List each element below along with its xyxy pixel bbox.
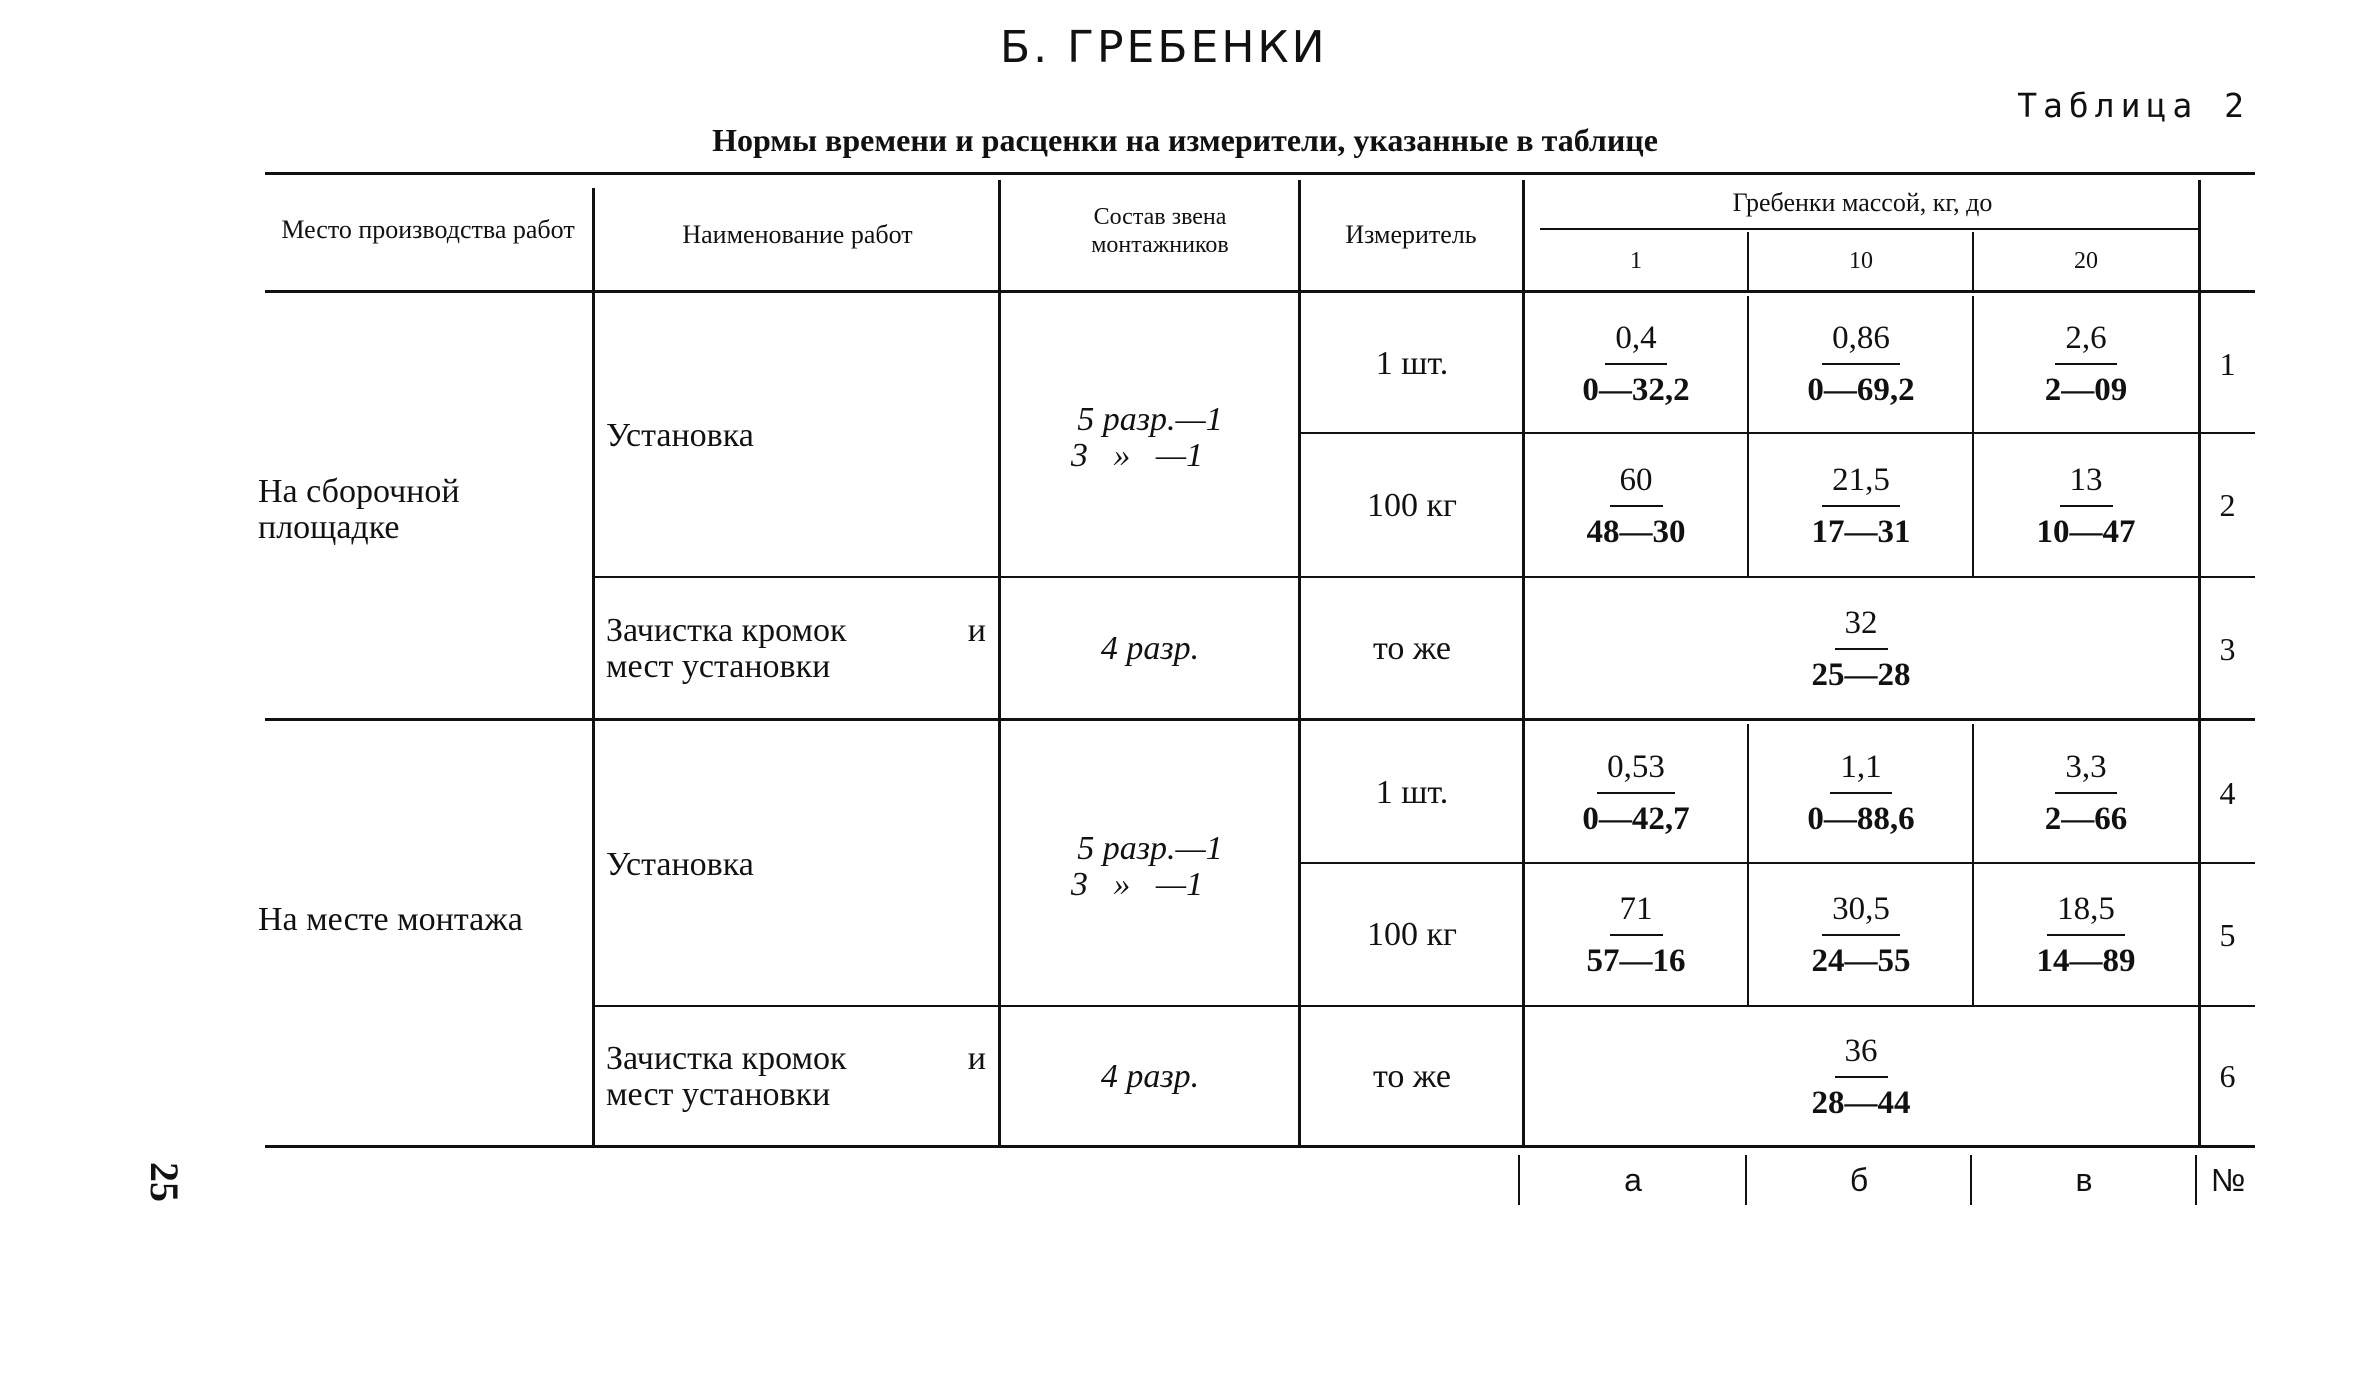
work-cleaning-2: Зачистка кромок и мест установки [606, 1039, 986, 1113]
row-number-3: 3 [2219, 630, 2236, 667]
rule-row1 [1300, 432, 2255, 434]
value-r6: $\frac{36}{28—44}$ [1811, 1032, 1911, 1121]
rule-header-bottom [265, 290, 2255, 293]
header-crew: Состав звена монтажников [1091, 204, 1229, 258]
value-r5-a: $\frac{71}{57—16}$ [1586, 891, 1686, 979]
value-r5-b: $\frac{30,5}{24—55}$ [1811, 891, 1911, 979]
header-place: Место производства работ [281, 215, 575, 244]
row-number-5: 5 [2219, 916, 2236, 953]
header-mass-1: 1 [1630, 248, 1642, 274]
place-installation-site: На месте монтажа [258, 901, 523, 938]
rule-mark-no [2195, 1155, 2197, 1205]
rule-mass-2-top [1972, 296, 1974, 576]
rule-col-crew [1298, 180, 1301, 1145]
rule-mass-2-bottom [1972, 724, 1974, 1005]
value-r4-b: $\frac{1,1}{0—88,6}$ [1807, 749, 1915, 837]
value-r1-b: $\frac{0,86}{0—69,2}$ [1807, 320, 1915, 408]
crew-cleaning-2: 4 разр. [1100, 1057, 1200, 1095]
rule-col-place [592, 188, 595, 1145]
value-r1-c: $\frac{2,6}{2—09}$ [2044, 320, 2128, 408]
header-mass-group: Гребенки массой, кг, до [1732, 187, 1993, 217]
rule-mass-1-top [1747, 296, 1749, 576]
table-label: Таблица 2 [2017, 86, 2250, 125]
rule-row5 [592, 1005, 2255, 1007]
rule-row2 [592, 576, 2255, 578]
value-r2-a: $\frac{60}{48—30}$ [1586, 461, 1686, 550]
header-mass-20: 20 [2074, 248, 2098, 274]
rule-mass-group [1540, 228, 2200, 230]
rule-mark-a [1518, 1155, 1520, 1205]
page-number: 25 [142, 1162, 187, 1202]
rule-mark-c [1970, 1155, 1972, 1205]
crew-cleaning-1: 4 разр. [1100, 630, 1200, 667]
unit-row-2: 100 кг [1367, 486, 1457, 524]
place-assembly-site: На сборочной площадке [258, 473, 460, 546]
work-install-2: Установка [606, 845, 754, 883]
unit-row-5: 100 кг [1367, 916, 1457, 953]
column-mark-a: а [1624, 1161, 1642, 1198]
rule-top [265, 172, 2255, 175]
crew-install-1: 5 разр.—1 3 » —1 [1070, 401, 1223, 474]
value-r2-c: $\frac{13}{10—47}$ [2036, 461, 2136, 550]
rule-hdr-mass-2 [1972, 232, 1974, 290]
section-title: Б. ГРЕБЕНКИ [1000, 22, 1328, 73]
rule-bottom [265, 1145, 2255, 1148]
unit-row-6: то же [1372, 1057, 1452, 1095]
unit-row-3: то же [1372, 630, 1452, 667]
value-r4-a: $\frac{0,53}{0—42,7}$ [1582, 749, 1690, 837]
work-install-1: Установка [606, 417, 754, 454]
work-cleaning-1: Зачистка кромок и мест установки [606, 612, 986, 685]
value-r3: $\frac{32}{25—28}$ [1811, 605, 1911, 693]
unit-row-1: 1 шт. [1375, 345, 1449, 382]
column-mark-no: № [2210, 1161, 2246, 1198]
value-r2-b: $\frac{21,5}{17—31}$ [1811, 461, 1911, 550]
rule-row4 [1300, 862, 2255, 864]
table-caption: Нормы времени и расценки на измерители, указанные в таблице [712, 122, 1658, 158]
column-mark-c: в [2075, 1161, 2093, 1198]
header-mass-10: 10 [1849, 248, 1873, 274]
value-r1-a: $\frac{0,4}{0—32,2}$ [1582, 320, 1690, 408]
row-number-6: 6 [2219, 1058, 2236, 1094]
header-work-name: Наименование работ [682, 220, 913, 249]
crew-install-2: 5 разр.—1 3 » —1 [1070, 829, 1223, 903]
unit-row-4: 1 шт. [1375, 774, 1449, 811]
row-number-4: 4 [2219, 774, 2236, 811]
rule-hdr-mass-1 [1747, 232, 1749, 290]
header-unit: Измеритель [1345, 220, 1477, 249]
rule-mass-1-bottom [1747, 724, 1749, 1005]
row-number-2: 2 [2219, 487, 2236, 523]
value-r5-c: $\frac{18,5}{14—89}$ [2036, 891, 2136, 979]
rule-section [265, 718, 2255, 721]
rule-col-work [998, 180, 1001, 1145]
rule-mark-b [1745, 1155, 1747, 1205]
column-mark-b: б [1849, 1161, 1869, 1198]
row-number-1: 1 [2219, 345, 2236, 382]
value-r4-c: $\frac{3,3}{2—66}$ [2044, 749, 2128, 837]
